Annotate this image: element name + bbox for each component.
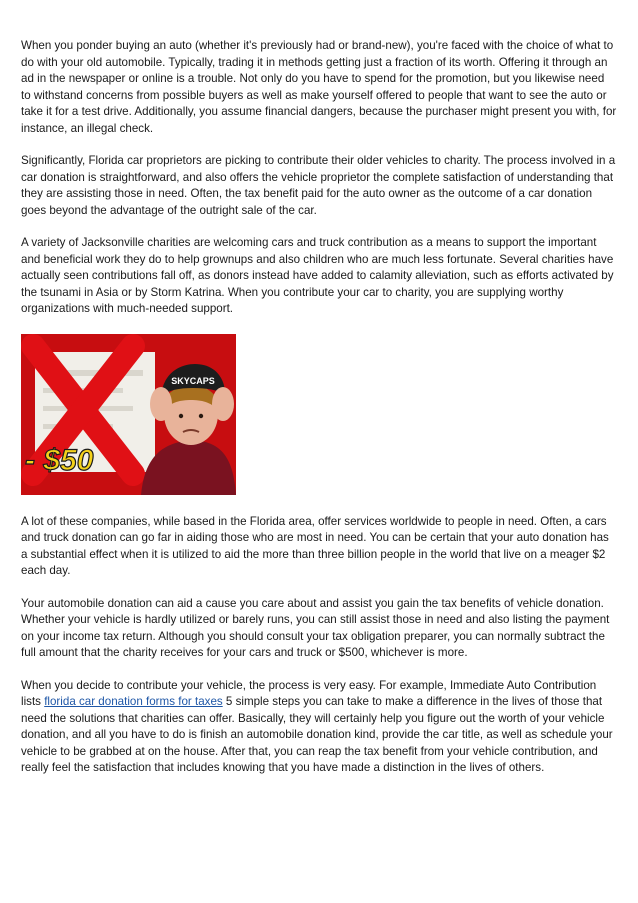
left-hand-shape	[150, 387, 172, 421]
florida-car-donation-link[interactable]: florida car donation forms for taxes	[44, 695, 223, 708]
paragraph-4: A lot of these companies, while based in the Florida area, offer services worldwide to people in need. Often, a cars and truck donation can go far in aiding those who are most in need. You can be certain that your auto donation has a substantial effect when it is utilized to aid the more than three billion people in the world that live on a meager $2 each day.	[21, 514, 609, 577]
paragraph-3: A variety of Jacksonville charities are welcoming cars and truck contribution as a means to support the important and beneficial work they do to help grownups and also children who are much less fortunate. Several charities have actually seen contributions fall off, as donors instead have added to calamity alleviation, such as efforts activated by the tsunami in Asia or by Storm Katrina. When you contribute your car to charity, you are supplying worthy organizations with much-needed support.	[21, 236, 614, 315]
document-page	[21, 38, 617, 793]
paragraph-1: When you ponder buying an auto (whether it's previously had or brand-new), you're faced with the choice of what to do with your old automobile. Typically, trading it in methods getting just a fraction of its worth. Offering it through an ad in the newspaper or online is a trouble. Not only do you have to spend for the promotion, but you likewise need to withstand concerns from possible buyers as well as make yourself offered to people that want to see the auto or take it for a test drive. Additionally, you assume financial dangers, because the purchaser might present you with, for instance, an illegal check.	[21, 39, 617, 135]
cap-text: SKYCAPS	[171, 375, 215, 386]
minus-fifty-overlay: - $50	[25, 443, 94, 477]
right-eye	[199, 413, 203, 417]
paragraph-2: Significantly, Florida car proprietors are picking to contribute their older vehicles to charity. The process involved in a car donation is straightforward, and also offers the vehicle proprietor the complete satisfaction of understanding that they are assisting those in need. Often, the tax benefit paid for the auto owner as the outcome of a car donation goes beyond the advantage of the outright sale of the car.	[21, 154, 616, 217]
thumbnail-illustration	[21, 334, 236, 495]
article-image	[21, 334, 236, 495]
left-eye	[179, 413, 183, 417]
paragraph-6-after-link: 5 simple steps you can take to make a difference in the lives of those that need the solutions that charities can offer. Basically, they will certainly help you figure out the worth of your vehicle donation, and all you have to do is finish an automobile donation kind, provide the car title, as well as schedule your vehicle to be grabbed at on the house. After that, you can reap the tax benefit from your vehicle contribution, and really feel the satisfaction that includes knowing that you have made a distinction in the lives of others.	[21, 695, 613, 774]
right-hand-shape	[212, 387, 234, 421]
paragraph-6-before-link: When you decide to contribute your vehicle, the process is very easy. For example, Immediate Auto Contribution lists	[21, 678, 597, 708]
paragraph-5: Your automobile donation can aid a cause you care about and assist you gain the tax benefits of vehicle donation. Whether your vehicle is hardly utilized or barely runs, you can still assist those in need and also listing the payment on your income tax return. Although you should consult your tax obligation preparer, you can normally subtract the full amount that the charity receives for your cars and truck or $500, whichever is more.	[21, 596, 610, 659]
paragraph-6	[21, 678, 617, 777]
